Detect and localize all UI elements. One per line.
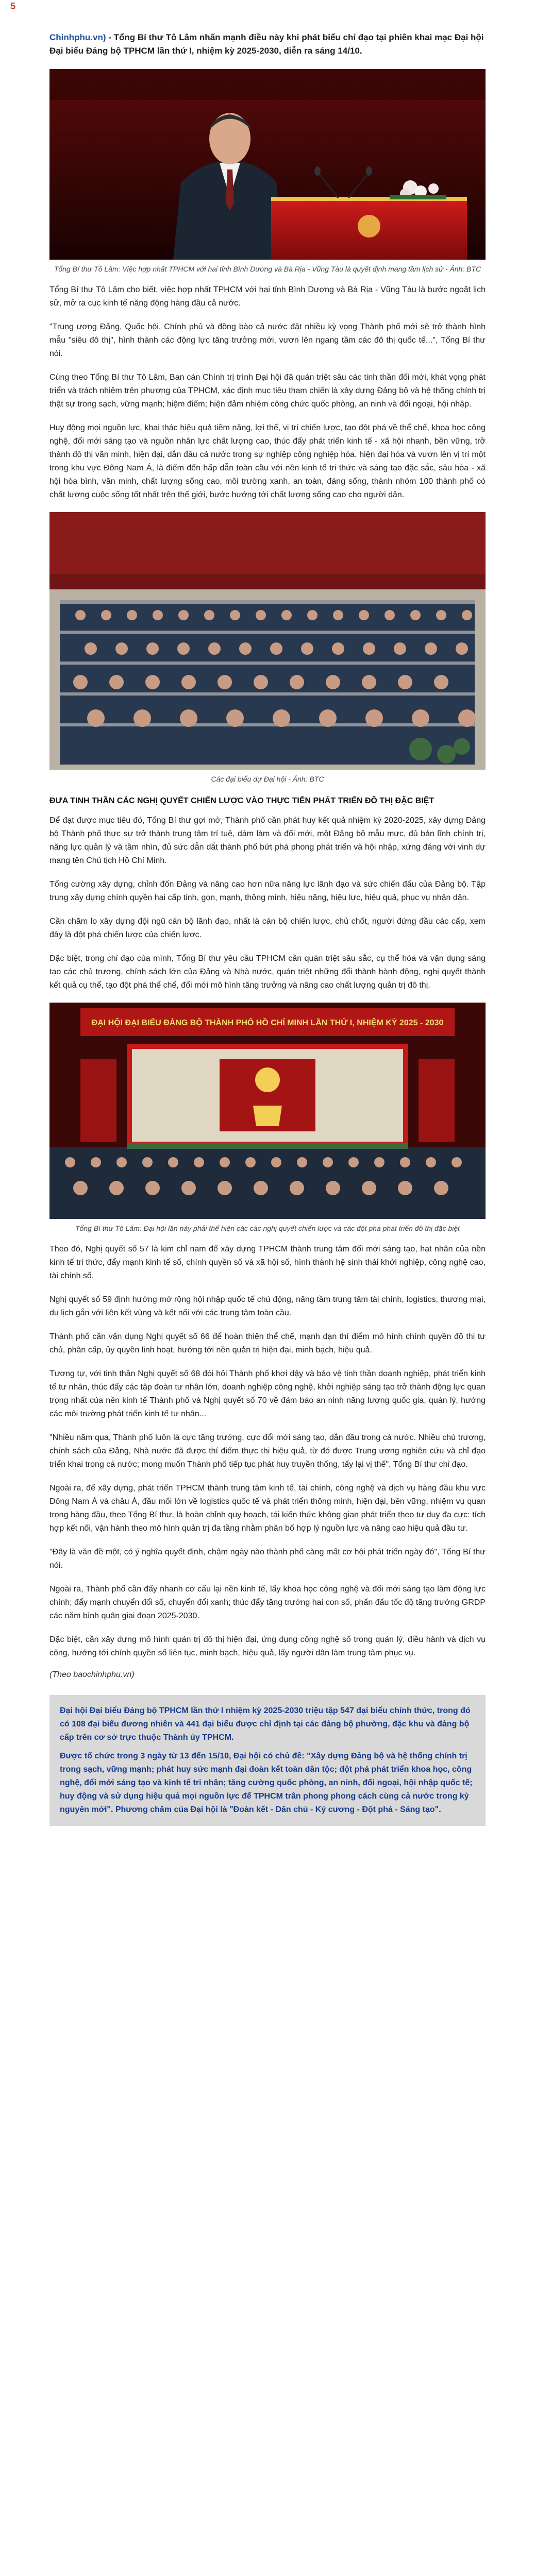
photo-delegates — [49, 512, 486, 770]
caption-speaker: Tổng Bí thư Tô Lâm: Việc hợp nhất TPHCM với hai tỉnh Bình Dương và Bà Rịa - Vũng Tàu là quyết định mang tầm lịch sử - Ảnh: BTC — [54, 265, 481, 273]
source-note: (Theo baochinhphu.vn) — [49, 1670, 135, 1679]
paragraph: Theo đó, Nghị quyết số 57 là kim chỉ nam để xây dựng TPHCM thành trung tâm đổi mới sáng tạo, hạt nhân của nền kinh tế tri thức, đẩy mạnh kinh tế số, chính quyền số và xã hội số, hình thành hệ sinh thái khởi nghiệp, công nghệ cao, tài chính số. — [49, 1245, 486, 1280]
article-lead — [49, 31, 486, 58]
section-heading: ĐƯA TINH THẦN CÁC NGHỊ QUYẾT CHIẾN LƯỢC VÀO THỰC TIỄN PHÁT TRIỂN ĐÔ THỊ ĐẶC BIỆT — [49, 796, 434, 805]
lead-source-link[interactable]: Chinhphu.vn) — [49, 32, 106, 42]
figure-congress-hall — [49, 1003, 486, 1233]
paragraph: Tổng Bí thư Tô Lâm cho biết, việc hợp nhất TPHCM với hai tỉnh Bình Dương và Bà Rịa - Vũng Tàu là bước ngoặt lịch sử, mở ra cục kinh tế năng động hàng đầu cả nước. — [49, 285, 486, 308]
paragraph: Thành phố cần vận dụng Nghị quyết số 66 để hoàn thiện thể chế, mạnh dạn thí điểm mô hình chính quyền đô thị tự chủ, phân cấp, ủy quyền linh hoạt, hướng tới nền quản trị hiện đại, minh bạch, hiệu quả. — [49, 1332, 486, 1354]
notice-line: Đại hội Đại biểu Đảng bộ TPHCM lần thứ I nhiệm kỳ 2025-2030 triệu tập 547 đại biểu chính thức, trong đó có 108 đại biểu đương nhiên và 441 đại biểu được chỉ định tại các đảng bộ phường, đặc khu và đảng bộ cấp trên cơ sở trực thuộc Thành ủy TPHCM. — [60, 1706, 471, 1742]
caption-congress-hall: Tổng Bí thư Tô Lâm: Đại hội lần này phải thể hiện các các nghị quyết chiến lược và các đột phá phát triển đô thị đặc biệt — [75, 1224, 460, 1232]
paragraph: Đặc biệt, cần xây dựng mô hình quản trị đô thị hiện đại, ứng dụng công nghệ số trong quản lý, điều hành và dịch vụ công, hướng tới chính quyền số liên tục, minh bạch, hiệu quả, lấy người dân làm trung tâm phục vụ. — [49, 1635, 486, 1657]
paragraph: Cùng theo Tổng Bí thư Tô Lâm, Ban cán Chính trị trình Đại hội đã quán triệt sâu các tinh thần đối mới, khát vọng phát triển và trách nhiệm trên phương của TPHCM, xác định mục tiêu tham chiến là xây dựng Đảng bộ và hệ thống chính trị thật sự trong sạch, vững mạnh; hiệm điểm; hiện đảm nhiệm công chức quốc phòng, an ninh và đối ngoại, hội nhập. — [49, 373, 486, 409]
notice-line: Được tổ chức trong 3 ngày từ 13 đến 15/10, Đại hội có chủ đề: "Xây dựng Đảng bộ và hệ thống chính trị trong sạch, vững mạnh; phát huy sức mạnh đại đoàn kết toàn dân tộc; đột phá phát triển khoa học, công nghệ, đổi mới sáng tạo và kinh tế tri nhân; tăng cường quốc phòng, an ninh, đối ngoại, hội nhập quốc tế; huy động và sử dụng hiệu quả mọi nguồn lực để TPHCM trân phong phong cách cùng cả nước trong kỷ nguyên mới". Phương châm của Đại hội là "Đoàn kết - Dân chủ - Kỷ cương - Đột phá - Sáng tạo". — [60, 1752, 473, 1814]
paragraph: "Nhiều năm qua, Thành phố luôn là cực tăng trưởng, cực đổi mới sáng tạo, dẫn đầu trong cả nước. Nhiều chủ trương, chính sách của Đảng, Nhà nước đã được thí điểm thực thi hiệu quả, từ đó được Trung ương nghiên cứu và chỉ đạo triển khai trong cả nước; mong muốn Thành phố tiếp tục phát huy truyền thống, tấy lại vị thế", Tổng Bí thư chỉ đạo. — [49, 1433, 486, 1469]
paragraph: Tương tự, với tinh thần Nghị quyết số 68 đòi hỏi Thành phố khơi dậy và bảo vệ tinh thần doanh nghiệp, phát triển kinh tế tư nhân, thúc đẩy các tập đoàn tư nhân lớn, doanh nghiệp công nghệ, khởi nghiệp sáng tạo trở thành động lực quan trọng nhất của nền kinh tế Thành phố và Nghị quyết số 70 về đảm bảo an ninh năng lượng quốc gia, quản lý, hướng các môi trường phát triển kinh tế tư nhân... — [49, 1369, 486, 1418]
paragraph: Ngoài ra, để xây dựng, phát triển TPHCM thành trung tâm kinh tế, tài chính, công nghệ và dịch vụ hàng đầu khu vực Đông Nam Á và châu Á, đầu mối lớn về logistics quốc tế và phát triển thông minh, hiện đại, bền vững, nhiệm vụ quan trọng hàng đầu, theo Tổng Bí thư, là hoàn chỉnh quy hoạch, tái kiến thức không gian phát triển theo tư duy đa cực: tích hợp kết nối, vận hành theo mô hình quản trị đa tầng nhằm phân bố hợp lý nguồn lực và nâng cao hiệu quả đầu tư. — [49, 1484, 486, 1533]
paragraph: Huy động mọi nguồn lực, khai thác hiệu quả tiềm năng, lợi thế, vị trí chiến lược, tạo đột phá về thể chế, khoa học công nghệ, đổi mới sáng tạo và nguồn nhân lực chất lượng cao, thúc đẩy phát triển kinh tế - xã hội nhanh, bền vững, trở thành đô thị văn minh, hiện đại, dẫn đầu cả nước trong sự nghiệp công nghiệp hóa, hiện đại hóa và vươn lên vị trí một trong khu vực Đông Nam Á, là điểm đến hấp dẫn toàn cầu với nền kinh tế tri thức và sáng tạo đặc sắc, sâu hòa - xã hội hòa bình, văn minh, chất lượng sống cao, môi trường xanh, an toàn, đáng sống, thành nhóm 100 thành phố có chất lượng cuộc sống tốt nhất trên thế giới, bước hướng tới chất lượng sống cao cho người dân. — [49, 423, 486, 499]
page-mark: 5 — [10, 1, 16, 11]
congress-info-box — [49, 1695, 486, 1826]
paragraph: Tổng cường xây dựng, chỉnh đốn Đảng và nâng cao hơn nữa năng lực lãnh đạo và sức chiến đấu của Đảng bộ. Tập trung xây dựng chính quyền hai cấp tinh, gọn, mạnh, thông minh, hiệu năng, hiệu lực, hiệu quả, phục vụ nhân dân. — [49, 880, 486, 902]
figure-delegates — [49, 512, 486, 784]
paragraph: Để đạt được mục tiêu đó, Tổng Bí thư gợi mở, Thành phố cần phát huy kết quả nhiệm kỳ 2020-2025, xây dựng Đảng bộ Thành phố thực sự trở thành trung tâm trí tuệ, dám làm và đối mới, một Đảng bộ mẫu mực, đủ bản lĩnh chính trị, năng lực quản lý và tầm nhìn, đủ sức dẫn dắt thành phố bứt phá phong phát triển và hội nhập, xứng đáng với vinh dự mang tên Chủ tịch Hồ Chí Minh. — [49, 816, 486, 865]
photo-congress-hall — [49, 1003, 486, 1219]
paragraph: Cần chăm lo xây dựng đội ngũ cán bộ lãnh đạo, nhất là cán bộ chiến lược, chủ chốt, người đứng đầu các cấp, xem đây là đột phá chiến lược của chiến lược. — [49, 917, 486, 939]
lead-text: - Tổng Bí thư Tô Lâm nhấn mạnh điều này khi phát biểu chỉ đạo tại phiên khai mạc Đại hội Đại biểu Đảng bộ TPHCM lần thứ I, nhiệm kỳ 2025-2030, diễn ra sáng 14/10. — [49, 32, 484, 56]
paragraph: Đặc biệt, trong chỉ đạo của mình, Tổng Bí thư yêu cầu TPHCM cần quán triệt sâu sắc, cụ thể hóa và vận dụng sáng tạo các chủ trương, chính sách lớn của Đảng và Nhà nước, quán triệt những đổi thành hành động, nghị quyết thành kết quả cụ thể, tạo đột phá thể chế, đổi mới mô hình tăng trưởng và nâng cao chất lượng quản trị đô thị. — [49, 954, 486, 990]
paragraph: "Trung ương Đảng, Quốc hội, Chính phủ và đồng bào cả nước đặt nhiều kỳ vọng Thành phố mới sẽ trở thành hình mẫu "siêu đô thị", hình thành các động lực tăng trưởng mới, vươn lên ngang tầm các đô thị quốc tế...", Tổng Bí thư nói. — [49, 323, 486, 358]
caption-delegates: Các đại biểu dự Đại hội - Ảnh: BTC — [211, 775, 324, 783]
article-body — [49, 31, 486, 1840]
photo-speaker — [49, 69, 486, 260]
paragraph: Ngoài ra, Thành phố cần đẩy nhanh cơ cấu lại nền kinh tế, lấy khoa học công nghệ và đổi mới sáng tạo làm động lực chính; đẩy mạnh chuyển đổi số, chuyển đổi xanh; thúc đẩy tăng trưởng hai con số, phấn đấu tốc độ tăng trưởng GRDP các năm bình quân giai đoạn 2025-2030. — [49, 1585, 486, 1620]
figure-speaker — [49, 69, 486, 274]
stage-banner: ĐẠI HỘI ĐẠI BIỂU ĐẢNG BỘ THÀNH PHỐ HỒ CHÍ MINH LẦN THỨ I, NHIỆM KỲ 2025 - 2030 — [91, 1019, 444, 1027]
paragraph: "Đây là văn đề một, có ý nghĩa quyết định, chậm ngày nào thành phố càng mất cơ hội phát triển ngày đó", Tổng Bí thư nói. — [49, 1548, 486, 1570]
paragraph: Nghị quyết số 59 định hướng mở rộng hội nhập quốc tế chủ động, nâng tầm trung tâm tài chính, logistics, thương mại, du lịch gắn với liên kết vùng và kết nối với các trung tâm toàn cầu. — [49, 1295, 486, 1317]
